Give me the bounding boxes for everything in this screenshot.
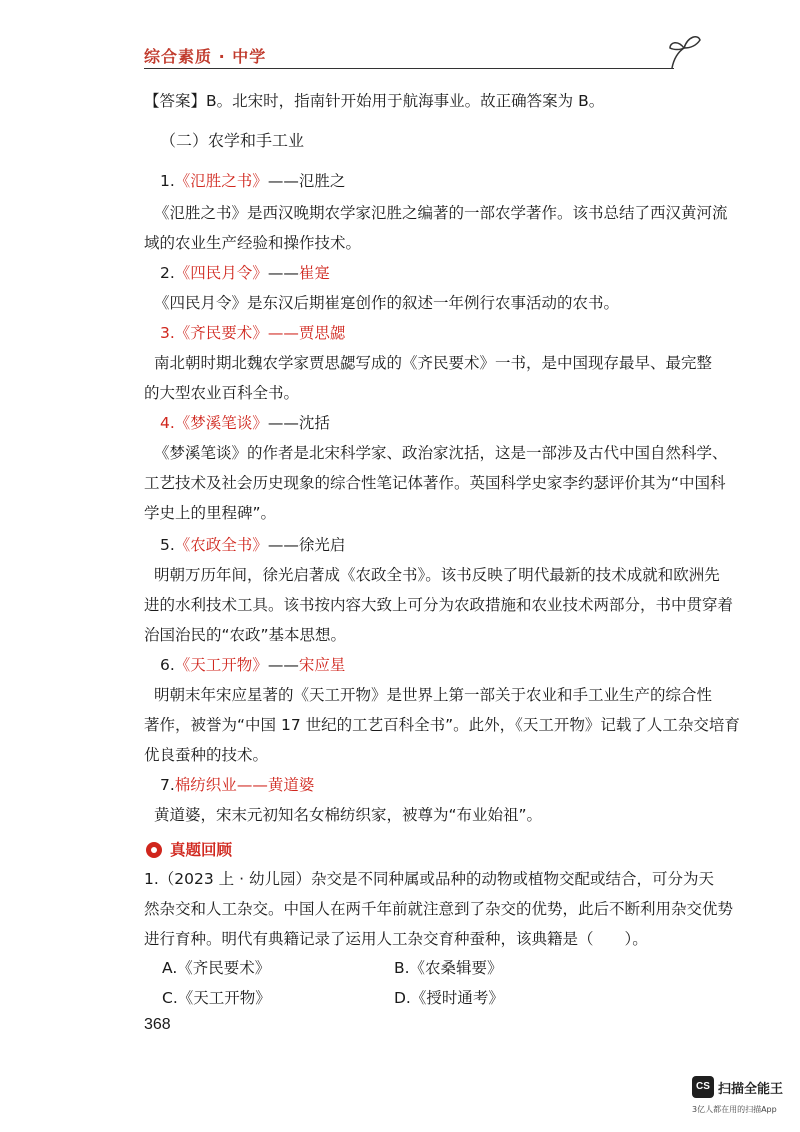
item-number: 7. [160,776,175,794]
item-author: 徐光启 [298,536,346,554]
answer-line: 【答案】B。北宋时，指南针开始用于航海事业。故正确答案为 B。 [144,92,605,110]
item-desc-line: 优良蚕种的技术。 [144,746,269,764]
item-author: 崔寔 [298,264,330,282]
item-number: 4. [160,414,175,432]
item-heading [160,412,330,434]
section-title: （二）农学和手工业 [160,131,305,150]
item-desc-line: 治国治民的“农政”基本思想。 [144,626,347,644]
item-desc-line: 明朝末年宋应星著的《天工开物》是世界上第一部关于农业和手工业生产的综合性 [154,686,713,704]
item-dash: —— [267,324,299,342]
item-dash: —— [267,656,299,674]
item-book: 《氾胜之书》 [174,172,268,190]
item-desc-line: 工艺技术及社会历史现象的综合性笔记体著作。英国科学史家李约瑟评价其为“中国科 [144,474,726,492]
item-desc-line: 明朝万历年间，徐光启著成《农政全书》。该书反映了明代最新的技术成就和欧洲先 [154,566,720,584]
item-heading [160,654,345,676]
item-author: 沈括 [298,414,330,432]
item-book: 《齐民要术》 [174,324,268,342]
question-line: 然杂交和人工杂交。中国人在两千年前就注意到了杂交的优势，此后不断利用杂交优势 [144,900,734,918]
item-author: 氾胜之 [298,172,346,190]
item-number: 1. [160,172,175,190]
item-desc-line: 《氾胜之书》是西汉晚期农学家氾胜之编著的一部农学著作。该书总结了西汉黄河流 [154,204,728,222]
item-book: 《天工开物》 [174,656,268,674]
item-heading [160,322,345,344]
item-desc-line: 南北朝时期北魏农学家贾思勰写成的《齐民要术》一书，是中国现存最早、最完整 [154,354,713,372]
item-heading [160,262,330,284]
question-line: 1.（2023 上 · 幼儿园）杂交是不同种属或品种的动物或植物交配或结合，可分为天 [144,870,714,888]
sprout-icon [664,28,704,72]
item-book: 棉纺织业 [174,776,237,794]
item-desc-line: 著作，被誉为“中国 17 世纪的工艺百科全书”。此外，《天工开物》记载了人工杂交培育 [144,716,740,734]
item-dash: —— [267,264,299,282]
item-author: 黄道婆 [267,776,315,794]
question-line: 进行育种。明代有典籍记录了运用人工杂交育种蚕种，该典籍是（ ）。 [144,930,648,948]
item-desc-line: 域的农业生产经验和操作技术。 [144,234,362,252]
item-desc-line: 进的水利技术工具。该书按内容大致上可分为农政措施和农业技术两部分，书中贯穿着 [144,596,734,614]
item-dash: —— [267,536,299,554]
header-rule [144,68,674,69]
option-a: A.《齐民要术》 [162,959,271,977]
option-b: B.《农桑辑要》 [394,959,503,977]
option-c: C.《天工开物》 [162,989,271,1007]
header-title: 综合素质 · 中学 [144,47,267,66]
item-book: 《梦溪笔谈》 [174,414,268,432]
item-desc-line: 《梦溪笔谈》的作者是北宋科学家、政治家沈括，这是一部涉及古代中国自然科学、 [154,444,728,462]
option-d: D.《授时通考》 [394,989,504,1007]
item-book: 《农政全书》 [174,536,268,554]
item-heading [160,170,345,192]
item-desc-line: 学史上的里程碑”。 [144,504,277,522]
item-number: 6. [160,656,175,674]
scanner-logo-icon: CS [692,1076,714,1098]
item-dash: —— [267,172,299,190]
item-desc-line: 黄道婆，宋末元初知名女棉纺织家，被尊为“布业始祖”。 [154,806,543,824]
item-desc-line: 《四民月令》是东汉后期崔寔创作的叙述一年例行农事活动的农书。 [154,294,620,312]
item-author: 宋应星 [298,656,346,674]
item-heading [160,534,345,556]
scanner-tagline: 3亿人都在用的扫描App [692,1105,777,1114]
item-book: 《四民月令》 [174,264,268,282]
item-author: 贾思勰 [298,324,346,342]
item-number: 5. [160,536,175,554]
item-number: 2. [160,264,175,282]
review-badge-icon [146,842,162,858]
item-desc-line: 的大型农业百科全书。 [144,384,300,402]
item-number: 3. [160,324,175,342]
item-dash: —— [236,776,268,794]
review-title: 真题回顾 [170,841,233,859]
item-heading [160,774,314,796]
item-dash: —— [267,414,299,432]
scanner-app-name: 扫描全能王 [718,1082,784,1097]
page-number: 368 [144,1016,171,1033]
